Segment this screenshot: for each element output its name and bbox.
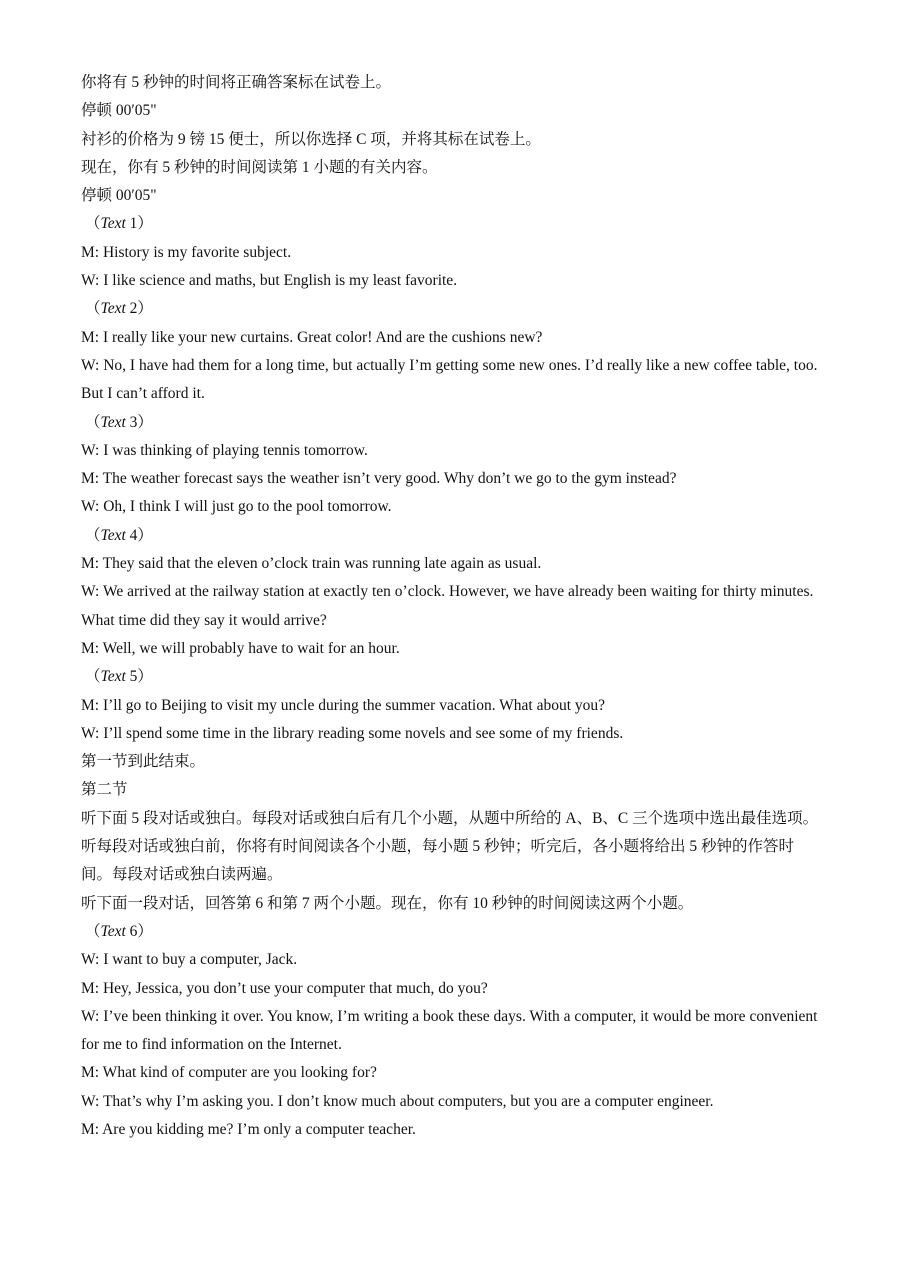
instruction-line: 衬衫的价格为 9 镑 15 便士，所以你选择 C 项，并将其标在试卷上。 bbox=[81, 130, 541, 148]
instruction-line: 听下面一段对话，回答第 6 和第 7 两个小题。现在，你有 10 秒钟的时间阅读这两个小题。 bbox=[81, 894, 694, 912]
dialogue-line: W: No, I have had them for a long time, but actually I’m getting some new ones. I’d really like a new coffee table, too. But I can’t afford it. bbox=[81, 356, 818, 403]
pause-line: 停顿 00′05" bbox=[81, 187, 157, 205]
instruction-line: 现在，你有 5 秒钟的时间阅读第 1 小题的有关内容。 bbox=[81, 158, 438, 176]
dialogue-line: M: Hey, Jessica, you don’t use your computer that much, do you? bbox=[81, 979, 488, 997]
section-instructions: 听下面 5 段对话或独白。每段对话或独白后有几个小题，从题中所给的 A、B、C 三个选项中选出最佳选项。听每段对话或独白前，你将有时间阅读各个小题，每小题 5 秒钟；听完后，各小题将给出 5 秒钟的作答时间。每段对话或独白读两遍。 bbox=[81, 809, 819, 884]
text-label-1: （Text 1） bbox=[85, 215, 153, 233]
dialogue-line: W: I want to buy a computer, Jack. bbox=[81, 951, 298, 969]
text-label-4: （Text 4） bbox=[85, 526, 153, 544]
dialogue-line: W: That’s why I’m asking you. I don’t know much about computers, but you are a computer engineer. bbox=[81, 1092, 714, 1110]
dialogue-line: M: Are you kidding me? I’m only a computer teacher. bbox=[81, 1120, 416, 1138]
section-end-line: 第一节到此结束。 bbox=[81, 753, 206, 771]
text-label-3: （Text 3） bbox=[85, 413, 153, 431]
dialogue-line: M: History is my favorite subject. bbox=[81, 243, 292, 261]
dialogue-line: W: Oh, I think I will just go to the pool tomorrow. bbox=[81, 498, 392, 516]
dialogue-line: W: We arrived at the railway station at exactly ten o’clock. However, we have already been waiting for thirty minutes. What time did they say it would arrive? bbox=[81, 583, 814, 629]
dialogue-line: M: I’ll go to Beijing to visit my uncle during the summer vacation. What about you? bbox=[81, 696, 606, 714]
dialogue-line: M: I really like your new curtains. Great color! And are the cushions new? bbox=[81, 328, 543, 346]
dialogue-line: M: The weather forecast says the weather isn’t very good. Why don’t we go to the gym instead? bbox=[81, 470, 677, 488]
section-heading: 第二节 bbox=[81, 781, 128, 799]
dialogue-line: W: I’ll spend some time in the library reading some novels and see some of my friends. bbox=[81, 724, 624, 742]
text-label-6: （Text 6） bbox=[85, 922, 153, 940]
dialogue-line: W: I was thinking of playing tennis tomorrow. bbox=[81, 441, 368, 459]
instruction-line: 你将有 5 秒钟的时间将正确答案标在试卷上。 bbox=[81, 74, 392, 91]
pause-line: 停顿 00′05" bbox=[81, 102, 157, 120]
dialogue-line: M: What kind of computer are you looking for? bbox=[81, 1064, 377, 1082]
text-label-5: （Text 5） bbox=[85, 668, 153, 686]
dialogue-line: W: I’ve been thinking it over. You know, I’m writing a book these days. With a computer, it would be more convenient for me to find information on the Internet. bbox=[81, 1007, 818, 1054]
dialogue-line: M: They said that the eleven o’clock train was running late again as usual. bbox=[81, 555, 542, 573]
dialogue-line: W: I like science and maths, but English is my least favorite. bbox=[81, 272, 458, 290]
dialogue-line: M: Well, we will probably have to wait for an hour. bbox=[81, 639, 400, 657]
text-label-2: （Text 2） bbox=[85, 300, 153, 318]
document-page bbox=[81, 69, 821, 1144]
